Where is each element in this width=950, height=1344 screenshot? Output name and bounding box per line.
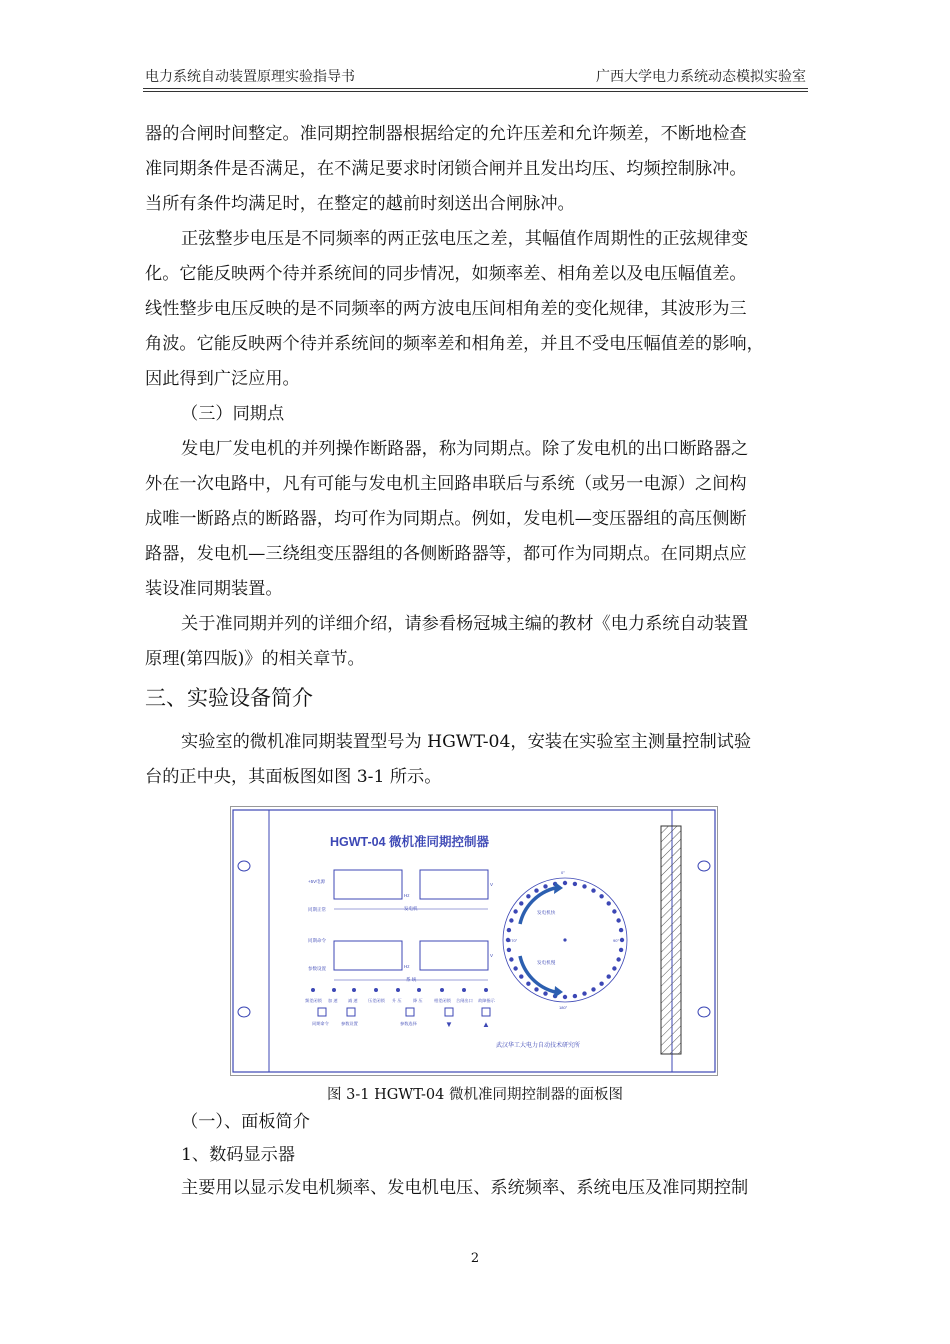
button-label: 同期命令 [312, 1021, 329, 1026]
paragraph-1 [145, 117, 807, 222]
dial-deg: 0° [561, 870, 565, 875]
left-label: 同期命令 [308, 938, 326, 943]
hatched-strip [661, 826, 681, 1054]
intro-paragraph [145, 725, 807, 795]
dial-led [591, 987, 595, 991]
dial-led [509, 957, 513, 961]
left-label: 同期正常 [308, 907, 326, 912]
text-line: 角波。它能反映两个待并系统间的频率差和相角差，并且不受电压幅值差的影响， [145, 334, 764, 354]
led [311, 988, 315, 992]
section-title: 三、实验设备简介 [145, 686, 313, 710]
figure-caption: 图 3-1 HGWT-04 微机准同期控制器的面板图 [327, 1087, 623, 1103]
dial-led [620, 938, 624, 942]
panel-figure [230, 806, 718, 1076]
button-label: 参数设置 [341, 1021, 358, 1026]
dial-led [507, 948, 511, 952]
mid-label: 发电机 [404, 906, 418, 911]
dial-led [599, 894, 603, 898]
text-line: 外在一次电路中，凡有可能与发电机主回路串联后与系统（或另一电源）之间构 [145, 474, 747, 494]
display-paragraph [145, 1171, 807, 1206]
paragraph-2 [145, 222, 807, 397]
dial-led [543, 991, 547, 995]
led [417, 988, 421, 992]
dial-led [599, 982, 603, 986]
dial-led [582, 884, 586, 888]
left-label: +5V电源 [308, 879, 326, 884]
led-label: 频差闭锁 [305, 998, 322, 1003]
down-arrow-icon: ▼ [445, 1020, 453, 1029]
dial-led [607, 974, 611, 978]
led [440, 988, 444, 992]
dial-led [526, 982, 530, 986]
panel-intro-heading [145, 1105, 807, 1140]
dial-led [563, 995, 567, 999]
text-line: 路器，发电机—三绕组变压器组的各侧断路器等，都可作为同期点。在同期点应 [145, 544, 747, 564]
dial-led [591, 888, 595, 892]
dial-led [616, 918, 620, 922]
text-line: 1、数码显示器 [181, 1145, 296, 1165]
led-label: 故障指示 [478, 998, 495, 1003]
led [374, 988, 378, 992]
dial-deg: 180° [559, 1005, 568, 1010]
text-line: （一）、面板简介 [181, 1112, 310, 1132]
dial-label-slower: 发电机慢 [537, 960, 556, 965]
dial-led [534, 987, 538, 991]
led-label: 升 压 [392, 998, 402, 1003]
text-line: 装设准同期装置。 [145, 579, 283, 599]
dial-led [507, 928, 511, 932]
text-line: 线性整步电压反映的是不同频率的两方波电压间相角差的变化规律，其波形为三 [145, 299, 747, 319]
header-left: 电力系统自动装置原理实验指导书 [145, 69, 355, 85]
led-label: 压差闭锁 [368, 998, 385, 1003]
led [352, 988, 356, 992]
led [484, 988, 488, 992]
button-label: 参数选择 [400, 1021, 417, 1026]
led-label: 相差闭锁 [434, 998, 451, 1003]
header-right: 广西大学电力系统动态模拟实验室 [596, 69, 806, 85]
led [332, 988, 336, 992]
dial-led [509, 918, 513, 922]
dial-deg: 90° [613, 938, 620, 943]
led-label: 加 速 [328, 998, 338, 1003]
page-number: 2 [470, 1251, 480, 1266]
text-line: （三）同期点 [181, 404, 285, 424]
text-line: 台的正中央，其面板图如图 3-1 所示。 [145, 767, 442, 787]
dial-led [612, 966, 616, 970]
dial-led [607, 901, 611, 905]
paragraph-4 [145, 607, 807, 677]
dial-label-faster: 发电机快 [537, 910, 556, 915]
text-line: 正弦整步电压是不同频率的两正弦电压之差，其幅值作周期性的正弦规律变 [181, 229, 749, 249]
unit-v: V [490, 882, 494, 887]
dial-led [543, 884, 547, 888]
dial-led [619, 928, 623, 932]
up-arrow-icon: ▲ [482, 1020, 490, 1029]
text-line: 器的合闸时间整定。准同期控制器根据给定的允许压差和允许频差，不断地检查 [145, 124, 747, 144]
text-line: 成唯一断路点的断路器，均可作为同期点。例如，发电机—变压器组的高压侧断 [145, 509, 747, 529]
text-line: 因此得到广泛应用。 [145, 369, 300, 389]
panel-title: HGWT-04 微机准同期控制器 [330, 835, 490, 849]
text-line: 关于准同期并列的详细介绍，请参看杨冠城主编的教材《电力系统自动装置 [181, 614, 749, 634]
dial-led [619, 948, 623, 952]
dial-led [534, 888, 538, 892]
dial-led [513, 909, 517, 913]
unit-v: V [490, 953, 494, 958]
subsection-heading [145, 397, 807, 432]
dial-led [616, 957, 620, 961]
dial-led [612, 909, 616, 913]
text-line: 实验室的微机准同期装置型号为 HGWT-04，安装在实验室主测量控制试验 [181, 732, 752, 752]
panel-diagram [230, 806, 718, 1076]
text-line: 主要用以显示发电机频率、发电机电压、系统频率、系统电压及准同期控制 [181, 1178, 749, 1198]
text-line: 准同期条件是否满足，在不满足要求时闭锁合闸并且发出均压、均频控制脉冲。 [145, 159, 747, 179]
text-line: 当所有条件均满足时，在整定的越前时刻送出合闸脉冲。 [145, 194, 575, 214]
led [396, 988, 400, 992]
maker-label: 武汉华工大电力自动技术研究所 [496, 1043, 581, 1049]
dial-center [563, 938, 566, 941]
dial-led [573, 994, 577, 998]
dial-led [563, 881, 567, 885]
display-heading [145, 1138, 807, 1173]
dial-deg: 270° [509, 938, 518, 943]
text-line: 化。它能反映两个待并系统间的同步情况，如频率差、相角差以及电压幅值差。 [145, 264, 747, 284]
dial-led [519, 974, 523, 978]
dial-led [513, 966, 517, 970]
dial-led [526, 894, 530, 898]
header-rule [143, 88, 808, 89]
left-label: 参数设置 [308, 966, 326, 971]
led-label: 降 压 [413, 998, 423, 1003]
unit-hz: Hz [404, 964, 410, 969]
led-label: 减 速 [348, 998, 358, 1003]
led [462, 988, 466, 992]
paragraph-3 [145, 432, 807, 607]
dial-led [582, 991, 586, 995]
text-line: 原理(第四版)》的相关章节。 [145, 649, 365, 669]
text-line: 发电厂发电机的并列操作断路器，称为同期点。除了发电机的出口断路器之 [181, 439, 749, 459]
header-rule-second [143, 91, 808, 92]
dial-led [519, 901, 523, 905]
dial-led [573, 882, 577, 886]
led-label: 合闸出口 [456, 998, 473, 1003]
unit-hz: Hz [404, 893, 410, 898]
mid-label: 系 统 [406, 977, 417, 982]
